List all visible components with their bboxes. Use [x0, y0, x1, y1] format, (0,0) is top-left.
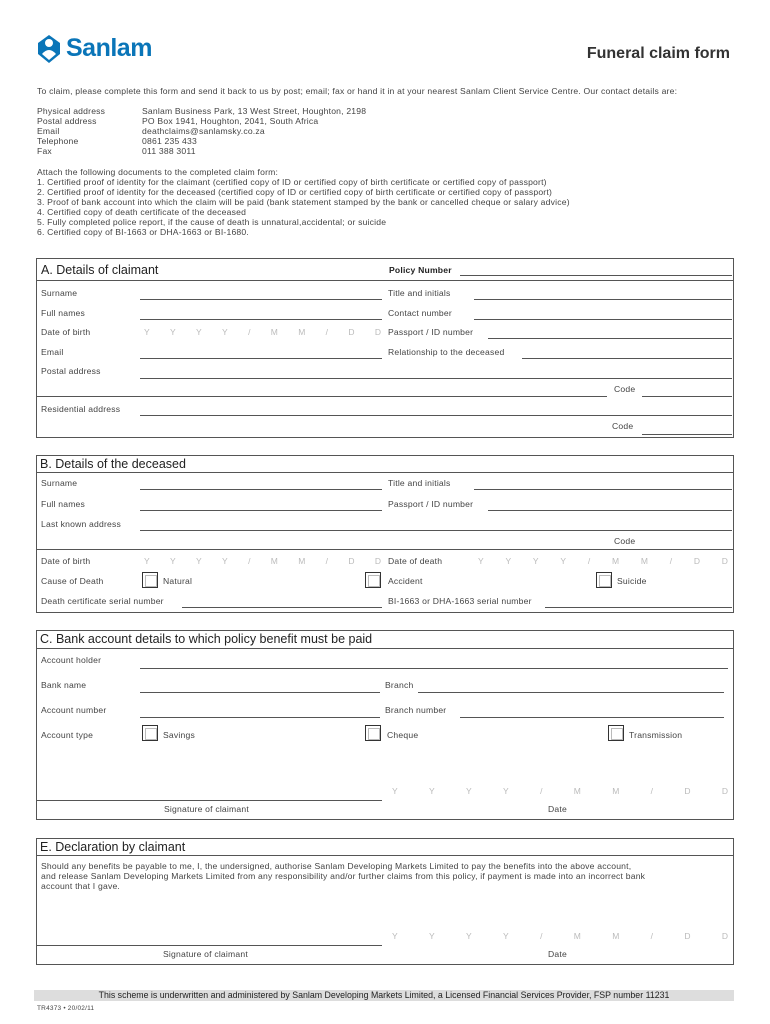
declaration-date-input[interactable]: [392, 931, 728, 941]
date-placeholder-char: M: [640, 556, 648, 566]
account-type-label: Account type: [41, 730, 94, 740]
date-placeholder-char: Y: [392, 786, 398, 796]
date-placeholder-char: /: [650, 786, 654, 796]
deceased-surname-label: Surname: [41, 478, 78, 488]
date-placeholder-char: /: [325, 556, 329, 566]
form-title: Funeral claim form: [586, 45, 730, 62]
date-placeholder-char: Y: [532, 556, 539, 566]
deceased-dob-label: Date of birth: [41, 556, 91, 566]
claimant-surname-label: Surname: [41, 288, 78, 298]
date-placeholder-char: Y: [505, 556, 512, 566]
section-a-title: A. Details of claimant: [41, 263, 159, 277]
account-holder-input[interactable]: [140, 668, 728, 669]
date-placeholder-char: /: [248, 556, 251, 566]
cert-serial-input[interactable]: [182, 607, 382, 608]
last-address-label: Last known address: [41, 519, 122, 529]
date-placeholder-char: Y: [429, 931, 435, 941]
date-placeholder-char: D: [348, 556, 355, 566]
deceased-passport-input[interactable]: [488, 510, 732, 511]
brand-name: Sanlam: [66, 34, 152, 62]
date-placeholder-char: D: [721, 556, 728, 566]
policy-number-label: Policy Number: [389, 265, 452, 275]
date-placeholder-char: M: [612, 786, 620, 796]
date-placeholder-char: M: [573, 931, 581, 941]
intro-text: To claim, please complete this form and send it back to us by post; email; fax or hand it in at your nearest Sanlam Client Service Centre. Our contact details are:: [37, 86, 678, 96]
claimant-fullnames-label: Full names: [41, 308, 86, 318]
attach-line: Attach the following documents to the completed claim form:: [37, 167, 279, 177]
natural-label: Natural: [163, 576, 193, 586]
date-placeholder-char: Y: [144, 327, 150, 337]
date-placeholder-char: Y: [222, 327, 228, 337]
claimant-postal-input-2[interactable]: [36, 396, 607, 397]
contact-value: Sanlam Business Park, 13 West Street, Houghton, 2198: [142, 106, 367, 116]
contact-label: Physical address: [37, 106, 106, 116]
claimant-postal-label: Postal address: [41, 366, 101, 376]
bi-serial-input[interactable]: [545, 607, 732, 608]
sanlam-logo: [36, 34, 186, 66]
section-b-title: B. Details of the deceased: [40, 457, 186, 471]
date-placeholder-char: D: [374, 556, 381, 566]
suicide-label: Suicide: [617, 576, 647, 586]
section-b-box: [36, 455, 734, 613]
date-placeholder-char: /: [587, 556, 591, 566]
branch-input[interactable]: [418, 692, 724, 693]
date-placeholder-char: D: [684, 786, 691, 796]
section-c-title: C. Bank account details to which policy benefit must be paid: [40, 632, 373, 646]
deceased-dod-input[interactable]: [478, 556, 728, 566]
contact-value: PO Box 1941, Houghton, 2041, South Africa: [142, 116, 319, 126]
date-placeholder-char: Y: [466, 786, 472, 796]
suicide-checkbox[interactable]: [596, 572, 612, 588]
policy-number-input[interactable]: [460, 275, 732, 276]
cheque-checkbox[interactable]: [365, 725, 381, 741]
date-placeholder-char: M: [298, 556, 306, 566]
claimant-signature-line[interactable]: [36, 800, 382, 801]
date-placeholder-char: Y: [560, 556, 567, 566]
last-address-input-2[interactable]: [36, 549, 733, 550]
date-placeholder-char: /: [325, 327, 329, 337]
date-placeholder-char: Y: [170, 556, 176, 566]
cause-label: Cause of Death: [41, 576, 104, 586]
transmission-checkbox[interactable]: [608, 725, 624, 741]
deceased-dob-input[interactable]: [144, 556, 381, 566]
bi-serial-label: BI-1663 or DHA-1663 serial number: [388, 596, 532, 606]
date-placeholder-char: M: [573, 786, 581, 796]
date-placeholder-char: M: [298, 327, 306, 337]
claimant-dob-label: Date of birth: [41, 327, 91, 337]
date-placeholder-char: Y: [503, 931, 509, 941]
date-placeholder-char: M: [270, 327, 278, 337]
date-placeholder-char: Y: [392, 931, 398, 941]
relationship-input[interactable]: [522, 358, 732, 359]
claimant-fullnames-input[interactable]: [140, 319, 382, 320]
account-holder-label: Account holder: [41, 655, 102, 665]
attach-line: 4. Certified copy of death certificate of the deceased: [37, 207, 247, 217]
attach-line: 3. Proof of bank account into which the claim will be paid (bank statement stamped by the bank or cancelled cheque or salary advice): [37, 197, 570, 207]
branch-label: Branch: [385, 680, 414, 690]
account-number-input[interactable]: [140, 717, 380, 718]
shield-logo-icon: [36, 34, 62, 64]
postal-code-input[interactable]: [642, 396, 732, 397]
accident-checkbox[interactable]: [365, 572, 381, 588]
date-placeholder-char: Y: [429, 786, 435, 796]
footer-disclaimer: This scheme is underwritten and administered by Sanlam Developing Markets Limited, a Licensed Financial Services Provider, FSP number 11231: [34, 990, 734, 1001]
deceased-title-label: Title and initials: [388, 478, 451, 488]
date-placeholder-char: M: [612, 931, 620, 941]
claimant-postal-input[interactable]: [140, 378, 732, 379]
declaration-line: Should any benefits be payable to me, I, the undersigned, authorise Sanlam Developing Markets Limited to pay the benefits into the above account,: [41, 861, 632, 871]
claimant-passport-label: Passport / ID number: [388, 327, 474, 337]
date-placeholder-char: /: [540, 786, 543, 796]
date-placeholder-char: /: [248, 327, 251, 337]
section-a-box: [36, 258, 734, 438]
deceased-code-label: Code: [614, 536, 636, 546]
attach-line: 5. Fully completed police report, if the cause of death is unnatural,accidental; or suicide: [37, 217, 387, 227]
declaration-signature-line[interactable]: [36, 945, 382, 946]
last-address-input[interactable]: [140, 530, 732, 531]
claimant-residential-input[interactable]: [140, 415, 732, 416]
claimant-title-label: Title and initials: [388, 288, 451, 298]
date-placeholder-char: /: [669, 556, 673, 566]
savings-checkbox[interactable]: [142, 725, 158, 741]
contact-label: Email: [37, 126, 60, 136]
account-number-label: Account number: [41, 705, 107, 715]
contact-value: 0861 235 433: [142, 136, 197, 146]
attach-line: 2. Certified proof of identity for the deceased (certified copy of ID or certified copy of birth certificate or certified copy of passport): [37, 187, 553, 197]
date-placeholder-char: Y: [196, 327, 202, 337]
form-code: TR4373 • 20/02/11: [37, 1005, 95, 1012]
section-e-title: E. Declaration by claimant: [40, 840, 186, 854]
date-placeholder-char: /: [650, 931, 654, 941]
claimant-email-label: Email: [41, 347, 64, 357]
cert-serial-label: Death certificate serial number: [41, 596, 164, 606]
date-placeholder-char: D: [348, 327, 355, 337]
relationship-label: Relationship to the deceased: [388, 347, 505, 357]
date-placeholder-char: Y: [466, 931, 472, 941]
date-label: Date: [548, 804, 567, 814]
bank-name-input[interactable]: [140, 692, 380, 693]
transmission-label: Transmission: [629, 730, 683, 740]
date-placeholder-char: D: [693, 556, 701, 566]
declaration-line: account that I gave.: [41, 881, 121, 891]
postal-code-label: Code: [614, 384, 636, 394]
declaration-signature-label: Signature of claimant: [163, 949, 248, 959]
date-placeholder-char: M: [611, 556, 620, 566]
date-placeholder-char: Y: [144, 556, 150, 566]
attach-line: 1. Certified proof of identity for the claimant (certified copy of ID or certified copy of birth certificate or certified copy of passport): [37, 177, 547, 187]
claimant-contact-input[interactable]: [474, 319, 732, 320]
contact-label: Fax: [37, 146, 52, 156]
claimant-residential-label: Residential address: [41, 404, 121, 414]
deceased-title-input[interactable]: [474, 489, 732, 490]
claimant-surname-input[interactable]: [140, 299, 382, 300]
branch-number-input[interactable]: [460, 717, 724, 718]
contact-label: Telephone: [37, 136, 79, 146]
contact-value: deathclaims@sanlamsky.co.za: [142, 126, 265, 136]
deceased-surname-input[interactable]: [140, 489, 382, 490]
date-placeholder-char: D: [684, 931, 691, 941]
date-placeholder-char: D: [374, 327, 381, 337]
residential-code-label: Code: [612, 421, 634, 431]
claimant-email-input[interactable]: [140, 358, 382, 359]
accident-label: Accident: [388, 576, 423, 586]
cheque-label: Cheque: [387, 730, 419, 740]
contact-label: Postal address: [37, 116, 97, 126]
date-placeholder-char: D: [721, 786, 728, 796]
savings-label: Savings: [163, 730, 195, 740]
deceased-fullnames-input[interactable]: [140, 510, 382, 511]
contact-value: 011 388 3011: [142, 146, 196, 156]
deceased-fullnames-label: Full names: [41, 499, 86, 509]
deceased-passport-label: Passport / ID number: [388, 499, 474, 509]
residential-code-input[interactable]: [642, 434, 732, 435]
claimant-contact-label: Contact number: [388, 308, 452, 318]
signature-label: Signature of claimant: [164, 804, 249, 814]
claimant-passport-input[interactable]: [488, 338, 732, 339]
attach-line: 6. Certified copy of BI-1663 or DHA-1663 or BI-1680.: [37, 227, 249, 237]
claimant-sign-date-input[interactable]: [392, 786, 728, 796]
date-placeholder-char: Y: [222, 556, 228, 566]
claimant-title-input[interactable]: [474, 299, 732, 300]
bank-name-label: Bank name: [41, 680, 87, 690]
date-placeholder-char: Y: [196, 556, 202, 566]
branch-number-label: Branch number: [385, 705, 447, 715]
deceased-dod-label: Date of death: [388, 556, 443, 566]
date-placeholder-char: D: [721, 931, 728, 941]
claimant-dob-input[interactable]: [144, 327, 381, 337]
date-placeholder-char: Y: [503, 786, 509, 796]
date-placeholder-char: Y: [478, 556, 484, 566]
natural-checkbox[interactable]: [142, 572, 158, 588]
date-placeholder-char: /: [540, 931, 543, 941]
date-placeholder-char: Y: [170, 327, 176, 337]
declaration-date-label: Date: [548, 949, 567, 959]
declaration-line: and release Sanlam Developing Markets Limited from any responsibility and/or further claims from this policy, if payment is made into an incorrect bank: [41, 871, 646, 881]
date-placeholder-char: M: [270, 556, 278, 566]
